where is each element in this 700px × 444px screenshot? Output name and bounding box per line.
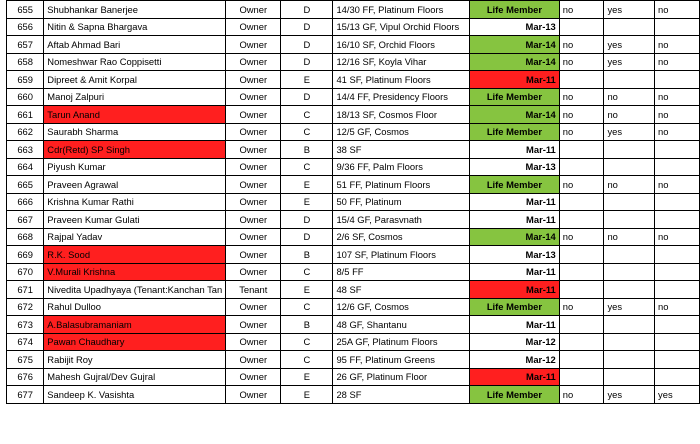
address-cell[interactable]: 15/4 GF, Parasvnath [333, 211, 470, 229]
ownership-status-cell[interactable]: Owner [226, 298, 281, 316]
membership-date-cell[interactable]: Mar-12 [470, 351, 560, 369]
membership-date-cell[interactable]: Life Member [470, 298, 560, 316]
member-name-cell[interactable]: Praveen Kumar Gulati [44, 211, 226, 229]
row-number-cell[interactable]: 665 [7, 176, 44, 194]
flag-1-cell[interactable]: no [559, 386, 604, 404]
member-name-cell[interactable]: R.K. Sood [44, 246, 226, 264]
address-cell[interactable]: 41 SF, Platinum Floors [333, 71, 470, 89]
table-row[interactable] [7, 298, 700, 316]
table-row[interactable] [7, 123, 700, 141]
membership-date-cell[interactable]: Life Member [470, 176, 560, 194]
membership-date-cell[interactable]: Mar-14 [470, 228, 560, 246]
flag-1-cell[interactable] [559, 71, 604, 89]
flag-3-cell[interactable] [655, 351, 700, 369]
membership-date-cell[interactable]: Mar-11 [470, 316, 560, 334]
row-number-cell[interactable]: 677 [7, 386, 44, 404]
membership-date-cell[interactable]: Mar-14 [470, 106, 560, 124]
flag-2-cell[interactable] [604, 316, 655, 334]
flag-2-cell[interactable] [604, 211, 655, 229]
flag-2-cell[interactable] [604, 368, 655, 386]
member-table [6, 0, 700, 404]
member-name-cell[interactable]: Tarun Anand [44, 106, 226, 124]
flag-3-cell[interactable] [655, 316, 700, 334]
membership-date-cell[interactable]: Mar-12 [470, 333, 560, 351]
membership-date-cell[interactable]: Life Member [470, 1, 560, 19]
address-cell[interactable]: 18/13 SF, Cosmos Floor [333, 106, 470, 124]
table-row[interactable] [7, 18, 700, 36]
address-cell[interactable]: 26 GF, Platinum Floor [333, 368, 470, 386]
address-cell[interactable]: 15/13 GF, Vipul Orchid Floors [333, 18, 470, 36]
member-name-cell[interactable]: Manoj Zalpuri [44, 88, 226, 106]
row-number-cell[interactable]: 667 [7, 211, 44, 229]
flag-3-cell[interactable]: no [655, 298, 700, 316]
membership-date-cell[interactable]: Mar-11 [470, 211, 560, 229]
flag-1-cell[interactable] [559, 351, 604, 369]
flag-3-cell[interactable]: no [655, 88, 700, 106]
row-number-cell[interactable]: 657 [7, 36, 44, 54]
row-number-cell[interactable]: 674 [7, 333, 44, 351]
flag-3-cell[interactable] [655, 141, 700, 159]
grade-cell[interactable]: D [281, 88, 333, 106]
flag-1-cell[interactable] [559, 18, 604, 36]
flag-1-cell[interactable] [559, 263, 604, 281]
flag-3-cell[interactable] [655, 368, 700, 386]
member-name-cell[interactable]: Dipreet & Amit Korpal [44, 71, 226, 89]
membership-date-cell[interactable]: Mar-11 [470, 141, 560, 159]
flag-1-cell[interactable] [559, 281, 604, 299]
address-cell[interactable]: 95 FF, Platinum Greens [333, 351, 470, 369]
ownership-status-cell[interactable]: Tenant [226, 281, 281, 299]
grade-cell[interactable]: D [281, 53, 333, 71]
flag-3-cell[interactable]: no [655, 176, 700, 194]
flag-2-cell[interactable]: yes [604, 53, 655, 71]
flag-2-cell[interactable]: yes [604, 1, 655, 19]
row-number-cell[interactable]: 673 [7, 316, 44, 334]
grade-cell[interactable]: B [281, 141, 333, 159]
row-number-cell[interactable]: 669 [7, 246, 44, 264]
flag-1-cell[interactable]: no [559, 123, 604, 141]
row-number-cell[interactable]: 663 [7, 141, 44, 159]
member-name-cell[interactable]: Krishna Kumar Rathi [44, 193, 226, 211]
flag-3-cell[interactable]: no [655, 36, 700, 54]
grade-cell[interactable]: C [281, 298, 333, 316]
ownership-status-cell[interactable]: Owner [226, 36, 281, 54]
address-cell[interactable]: 8/5 FF [333, 263, 470, 281]
member-name-cell[interactable]: Cdr(Retd) SP Singh [44, 141, 226, 159]
ownership-status-cell[interactable]: Owner [226, 106, 281, 124]
member-name-cell[interactable]: Aftab Ahmad Bari [44, 36, 226, 54]
grade-cell[interactable]: C [281, 333, 333, 351]
table-row[interactable] [7, 316, 700, 334]
row-number-cell[interactable]: 655 [7, 1, 44, 19]
member-name-cell[interactable]: V.Murali Krishna [44, 263, 226, 281]
address-cell[interactable]: 12/6 GF, Cosmos [333, 298, 470, 316]
member-name-cell[interactable]: Rahul Dulloo [44, 298, 226, 316]
member-name-cell[interactable]: Pawan Chaudhary [44, 333, 226, 351]
row-number-cell[interactable]: 664 [7, 158, 44, 176]
grade-cell[interactable]: C [281, 123, 333, 141]
table-row[interactable] [7, 141, 700, 159]
grade-cell[interactable]: D [281, 36, 333, 54]
grade-cell[interactable]: D [281, 211, 333, 229]
flag-3-cell[interactable] [655, 71, 700, 89]
flag-1-cell[interactable] [559, 211, 604, 229]
member-name-cell[interactable]: A.Balasubramaniam [44, 316, 226, 334]
grade-cell[interactable]: E [281, 368, 333, 386]
table-row[interactable] [7, 333, 700, 351]
flag-1-cell[interactable]: no [559, 176, 604, 194]
address-cell[interactable]: 107 SF, Platinum Floors [333, 246, 470, 264]
member-rows [7, 1, 700, 404]
membership-date-cell[interactable]: Mar-11 [470, 193, 560, 211]
flag-2-cell[interactable] [604, 333, 655, 351]
flag-1-cell[interactable]: no [559, 228, 604, 246]
grade-cell[interactable]: E [281, 71, 333, 89]
ownership-status-cell[interactable]: Owner [226, 123, 281, 141]
membership-date-cell[interactable]: Mar-11 [470, 263, 560, 281]
ownership-status-cell[interactable]: Owner [226, 53, 281, 71]
grade-cell[interactable]: E [281, 386, 333, 404]
ownership-status-cell[interactable]: Owner [226, 368, 281, 386]
row-number-cell[interactable]: 660 [7, 88, 44, 106]
flag-3-cell[interactable]: no [655, 106, 700, 124]
member-name-cell[interactable]: Nitin & Sapna Bhargava [44, 18, 226, 36]
flag-3-cell[interactable]: no [655, 1, 700, 19]
row-number-cell[interactable]: 671 [7, 281, 44, 299]
membership-date-cell[interactable]: Mar-11 [470, 71, 560, 89]
table-row[interactable] [7, 351, 700, 369]
table-row[interactable] [7, 263, 700, 281]
ownership-status-cell[interactable]: Owner [226, 333, 281, 351]
table-row[interactable] [7, 106, 700, 124]
address-cell[interactable]: 48 SF [333, 281, 470, 299]
address-cell[interactable]: 14/4 FF, Presidency Floors [333, 88, 470, 106]
address-cell[interactable]: 51 FF, Platinum Floors [333, 176, 470, 194]
table-row[interactable] [7, 281, 700, 299]
flag-1-cell[interactable]: no [559, 106, 604, 124]
address-cell[interactable]: 12/16 SF, Koyla Vihar [333, 53, 470, 71]
flag-3-cell[interactable] [655, 263, 700, 281]
flag-3-cell[interactable] [655, 158, 700, 176]
address-cell[interactable]: 9/36 FF, Palm Floors [333, 158, 470, 176]
row-number-cell[interactable]: 676 [7, 368, 44, 386]
address-cell[interactable]: 2/6 SF, Cosmos [333, 228, 470, 246]
member-name-cell[interactable]: Piyush Kumar [44, 158, 226, 176]
membership-date-cell[interactable]: Mar-11 [470, 281, 560, 299]
ownership-status-cell[interactable]: Owner [226, 1, 281, 19]
flag-1-cell[interactable]: no [559, 1, 604, 19]
membership-date-cell[interactable]: Mar-13 [470, 246, 560, 264]
ownership-status-cell[interactable]: Owner [226, 158, 281, 176]
flag-1-cell[interactable] [559, 316, 604, 334]
grade-cell[interactable]: D [281, 18, 333, 36]
flag-2-cell[interactable]: no [604, 88, 655, 106]
member-name-cell[interactable]: Saurabh Sharma [44, 123, 226, 141]
flag-1-cell[interactable] [559, 333, 604, 351]
row-number-cell[interactable]: 668 [7, 228, 44, 246]
flag-3-cell[interactable]: no [655, 123, 700, 141]
flag-2-cell[interactable] [604, 351, 655, 369]
membership-date-cell[interactable]: Life Member [470, 123, 560, 141]
flag-2-cell[interactable] [604, 281, 655, 299]
row-number-cell[interactable]: 656 [7, 18, 44, 36]
flag-2-cell[interactable]: no [604, 176, 655, 194]
table-row[interactable] [7, 158, 700, 176]
table-row[interactable] [7, 368, 700, 386]
grade-cell[interactable]: B [281, 246, 333, 264]
flag-1-cell[interactable]: no [559, 36, 604, 54]
flag-1-cell[interactable] [559, 158, 604, 176]
flag-3-cell[interactable] [655, 333, 700, 351]
ownership-status-cell[interactable]: Owner [226, 228, 281, 246]
grade-cell[interactable]: D [281, 1, 333, 19]
ownership-status-cell[interactable]: Owner [226, 18, 281, 36]
membership-date-cell[interactable]: Mar-14 [470, 36, 560, 54]
address-cell[interactable]: 28 SF [333, 386, 470, 404]
address-cell[interactable]: 25A GF, Platinum Floors [333, 333, 470, 351]
member-name-cell[interactable]: Rajpal Yadav [44, 228, 226, 246]
flag-2-cell[interactable]: no [604, 106, 655, 124]
membership-date-cell[interactable]: Mar-14 [470, 53, 560, 71]
grade-cell[interactable]: C [281, 106, 333, 124]
table-row[interactable] [7, 211, 700, 229]
address-cell[interactable]: 48 GF, Shantanu [333, 316, 470, 334]
row-number-cell[interactable]: 675 [7, 351, 44, 369]
address-cell[interactable]: 38 SF [333, 141, 470, 159]
membership-date-cell[interactable]: Life Member [470, 386, 560, 404]
member-name-cell[interactable]: Nomeshwar Rao Coppisetti [44, 53, 226, 71]
ownership-status-cell[interactable]: Owner [226, 71, 281, 89]
flag-2-cell[interactable]: yes [604, 298, 655, 316]
member-name-cell[interactable]: Sandeep K. Vasishta [44, 386, 226, 404]
ownership-status-cell[interactable]: Owner [226, 88, 281, 106]
table-row[interactable] [7, 53, 700, 71]
flag-3-cell[interactable] [655, 193, 700, 211]
flag-3-cell[interactable] [655, 281, 700, 299]
row-number-cell[interactable]: 662 [7, 123, 44, 141]
ownership-status-cell[interactable]: Owner [226, 211, 281, 229]
flag-2-cell[interactable]: yes [604, 123, 655, 141]
table-row[interactable] [7, 176, 700, 194]
address-cell[interactable]: 16/10 SF, Orchid Floors [333, 36, 470, 54]
grade-cell[interactable]: C [281, 158, 333, 176]
member-name-cell[interactable]: Nivedita Upadhyaya (Tenant:Kanchan Tan [44, 281, 226, 299]
address-cell[interactable]: 12/5 GF, Cosmos [333, 123, 470, 141]
grade-cell[interactable]: D [281, 228, 333, 246]
table-row[interactable] [7, 246, 700, 264]
member-name-cell[interactable]: Mahesh Gujral/Dev Gujral [44, 368, 226, 386]
ownership-status-cell[interactable]: Owner [226, 193, 281, 211]
flag-2-cell[interactable] [604, 71, 655, 89]
grade-cell[interactable]: E [281, 176, 333, 194]
table-row[interactable] [7, 1, 700, 19]
membership-date-cell[interactable]: Mar-11 [470, 368, 560, 386]
table-row[interactable] [7, 71, 700, 89]
flag-1-cell[interactable] [559, 368, 604, 386]
flag-2-cell[interactable]: yes [604, 36, 655, 54]
flag-1-cell[interactable]: no [559, 298, 604, 316]
flag-1-cell[interactable] [559, 141, 604, 159]
ownership-status-cell[interactable]: Owner [226, 386, 281, 404]
row-number-cell[interactable]: 661 [7, 106, 44, 124]
row-number-cell[interactable]: 666 [7, 193, 44, 211]
flag-2-cell[interactable] [604, 141, 655, 159]
grade-cell[interactable]: C [281, 351, 333, 369]
flag-2-cell[interactable] [604, 18, 655, 36]
ownership-status-cell[interactable]: Owner [226, 141, 281, 159]
ownership-status-cell[interactable]: Owner [226, 316, 281, 334]
flag-2-cell[interactable]: no [604, 228, 655, 246]
flag-3-cell[interactable]: no [655, 228, 700, 246]
flag-3-cell[interactable]: yes [655, 386, 700, 404]
grade-cell[interactable]: C [281, 263, 333, 281]
flag-1-cell[interactable] [559, 193, 604, 211]
address-cell[interactable]: 50 FF, Platinum [333, 193, 470, 211]
ownership-status-cell[interactable]: Owner [226, 351, 281, 369]
table-row[interactable] [7, 386, 700, 404]
flag-3-cell[interactable] [655, 246, 700, 264]
flag-2-cell[interactable] [604, 193, 655, 211]
membership-date-cell[interactable]: Life Member [470, 88, 560, 106]
flag-3-cell[interactable] [655, 211, 700, 229]
ownership-status-cell[interactable]: Owner [226, 263, 281, 281]
ownership-status-cell[interactable]: Owner [226, 176, 281, 194]
table-row[interactable] [7, 228, 700, 246]
flag-2-cell[interactable] [604, 158, 655, 176]
row-number-cell[interactable]: 670 [7, 263, 44, 281]
ownership-status-cell[interactable]: Owner [226, 246, 281, 264]
table-row[interactable] [7, 36, 700, 54]
flag-1-cell[interactable]: no [559, 53, 604, 71]
flag-2-cell[interactable] [604, 246, 655, 264]
grade-cell[interactable]: B [281, 316, 333, 334]
flag-3-cell[interactable]: no [655, 53, 700, 71]
grade-cell[interactable]: E [281, 193, 333, 211]
grade-cell[interactable]: E [281, 281, 333, 299]
table-row[interactable] [7, 193, 700, 211]
row-number-cell[interactable]: 672 [7, 298, 44, 316]
flag-2-cell[interactable]: yes [604, 386, 655, 404]
row-number-cell[interactable]: 658 [7, 53, 44, 71]
flag-1-cell[interactable]: no [559, 88, 604, 106]
membership-date-cell[interactable]: Mar-13 [470, 18, 560, 36]
address-cell[interactable]: 14/30 FF, Platinum Floors [333, 1, 470, 19]
row-number-cell[interactable]: 659 [7, 71, 44, 89]
member-name-cell[interactable]: Shubhankar Banerjee [44, 1, 226, 19]
flag-1-cell[interactable] [559, 246, 604, 264]
flag-2-cell[interactable] [604, 263, 655, 281]
table-row[interactable] [7, 88, 700, 106]
member-name-cell[interactable]: Rabijit Roy [44, 351, 226, 369]
member-name-cell[interactable]: Praveen Agrawal [44, 176, 226, 194]
flag-3-cell[interactable] [655, 18, 700, 36]
membership-date-cell[interactable]: Mar-13 [470, 158, 560, 176]
